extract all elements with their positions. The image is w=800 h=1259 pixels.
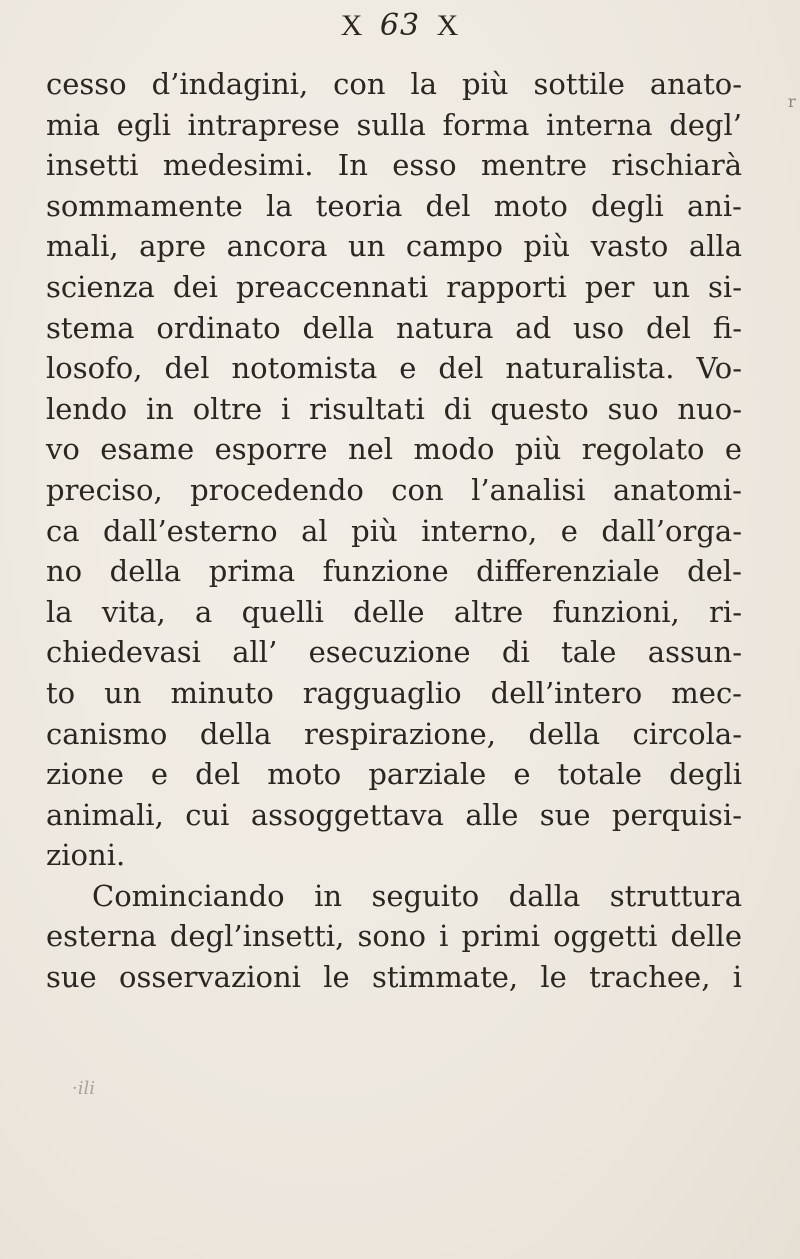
text-line: sue osservazioni le stimmate, le trachee, i — [46, 960, 742, 995]
text-line: vo esame esporre nel modo più regolato e — [46, 432, 742, 467]
text-line: ca dall’esterno al più interno, e dall’orga- — [46, 513, 742, 548]
text-line: chiedevasi all’ esecuzione di tale assun- — [46, 635, 742, 670]
right-ornament: X — [436, 9, 460, 42]
text-line: mali, apre ancora un campo più vasto alla — [46, 229, 742, 264]
text-line: insetti medesimi. In esso mentre rischiarà — [46, 148, 742, 183]
bottom-mark: ·ili — [72, 1078, 95, 1099]
text-line: zioni. — [46, 838, 126, 873]
text-line: losofo, del notomista e del naturalista. Vo- — [46, 351, 742, 386]
text-line: mia egli intraprese sulla forma interna degl’ — [46, 107, 742, 142]
body-text — [46, 64, 742, 998]
text-line: Cominciando in seguito dalla struttura — [92, 878, 742, 913]
left-ornament: X — [340, 9, 364, 42]
text-line: la vita, a quelli delle altre funzioni, ri- — [46, 594, 742, 629]
text-line: scienza dei preaccennati rapporti per un si- — [46, 269, 742, 304]
text-line: animali, cui assoggettava alle sue perquisi- — [46, 797, 742, 832]
margin-mark: r — [788, 92, 796, 111]
running-header — [0, 8, 800, 43]
text-line: lendo in oltre i risultati di questo suo nuo- — [46, 391, 742, 426]
page-number: 63 — [379, 8, 421, 43]
text-line: canismo della respirazione, della circola- — [46, 716, 742, 751]
text-line: cesso d’indagini, con la più sottile anato- — [46, 67, 742, 101]
text-line: to un minuto ragguaglio dell’intero mec- — [46, 675, 742, 710]
text-line: sommamente la teoria del moto degli ani- — [46, 188, 742, 223]
text-line: stema ordinato della natura ad uso del fi- — [46, 310, 742, 345]
text-line: esterna degl’insetti, sono i primi oggetti delle — [46, 919, 742, 954]
text-line: no della prima funzione differenziale del- — [46, 554, 742, 589]
text-line: preciso, procedendo con l’analisi anatomi- — [46, 472, 742, 507]
text-line: zione e del moto parziale e totale degli — [46, 757, 742, 792]
